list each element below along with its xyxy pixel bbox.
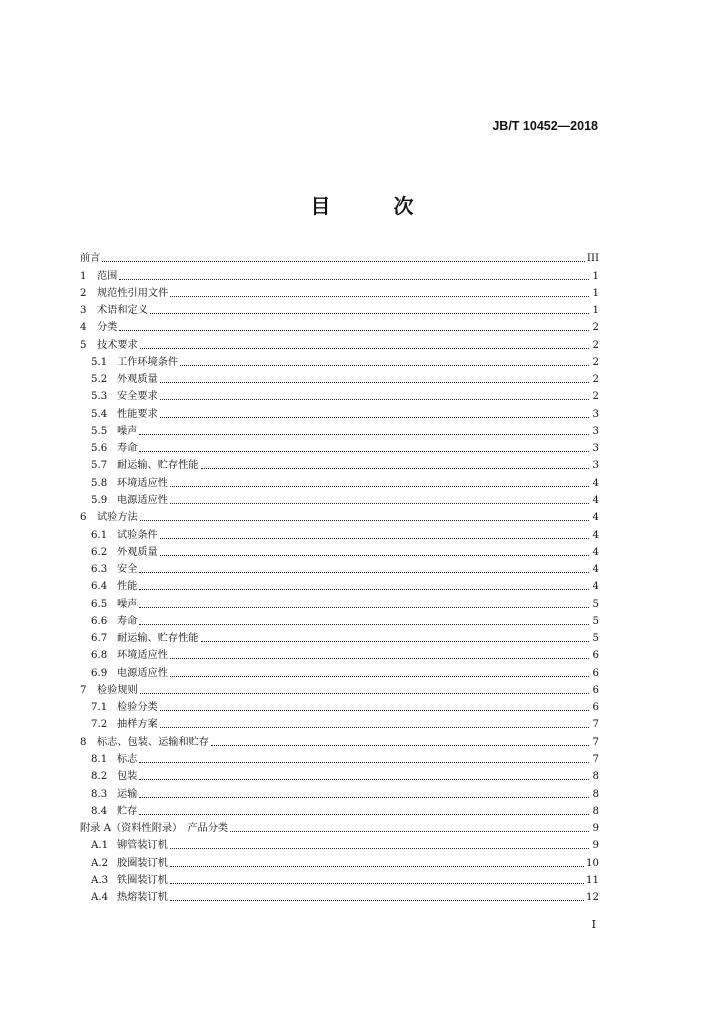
toc-entry-label: 抽样方案 [117,719,158,731]
toc-entry-label: 附录 A（资料性附录） 产品分类 [80,823,229,835]
toc-entry-number: 6.7 [91,633,108,645]
toc-leader-dots [180,364,589,366]
toc-entry[interactable] [80,317,599,334]
toc-leader-dots [139,571,589,573]
toc-entry[interactable] [80,714,599,731]
toc-entry[interactable] [80,490,599,507]
toc-entry-page: 4 [592,494,599,506]
toc-entry-number: 6.3 [91,564,108,576]
toc-entry[interactable] [80,749,599,766]
toc-entry-number: 6.8 [91,650,108,662]
toc-entry-page: 4 [592,581,599,593]
toc-leader-dots [160,554,589,556]
toc-leader-dots [139,623,589,625]
toc-entry-page: 4 [592,477,599,489]
toc-entry-page: 4 [592,564,599,576]
toc-leader-dots [150,312,589,314]
toc-leader-dots [170,295,589,297]
toc-entry-number: 2 [80,287,87,299]
toc-entry-page: 6 [592,667,599,679]
toc-leader-dots [139,761,589,763]
toc-entry-number: 6.5 [91,598,108,610]
toc-entry[interactable] [80,300,599,317]
toc-entry[interactable] [80,559,599,576]
toc-entry-number: 3 [80,305,87,317]
toc-leader-dots [140,519,589,521]
toc-entry-number: A.3 [91,874,109,886]
toc-entry-page: 5 [592,598,599,610]
toc-entry-number: 5.4 [91,408,108,420]
toc-entry-number: 8.4 [91,805,108,817]
toc-entry[interactable] [80,593,599,610]
toc-entry-page: 1 [592,270,599,282]
toc-entry[interactable] [80,542,599,559]
toc-entry-page: 2 [592,339,599,351]
toc-leader-dots [139,606,589,608]
toc-entry-number: 6.6 [91,615,108,627]
toc-entry-label: 贮存 [117,805,138,817]
toc-entry[interactable] [80,628,599,645]
toc-entry-page: 8 [592,805,599,817]
toc-leader-dots [170,899,584,901]
toc-entry-number: 4 [80,322,87,334]
toc-entry-label: 范围 [97,270,118,282]
toc-entry-label: 电源适应性 [117,667,168,679]
toc-entry-label: 环境适应性 [117,477,168,489]
toc-entry-number: 5.9 [91,494,108,506]
toc-entry-page: 7 [592,736,599,748]
toc-entry-page: 6 [592,702,599,714]
toc-entry[interactable] [80,507,599,524]
toc-entry-number: 1 [80,270,87,282]
toc-entry-label: 铆管装订机 [117,840,168,852]
toc-entry[interactable] [80,283,599,300]
toc-entry-label: 性能要求 [117,408,158,420]
toc-entry-label: 前言 [80,253,101,265]
toc-leader-dots [139,796,589,798]
toc-entry-number: 5.5 [91,425,108,437]
toc-entry-number: 5.3 [91,391,108,403]
toc-leader-dots [201,467,590,469]
toc-entry-page: 6 [592,684,599,696]
toc-entry[interactable] [80,438,599,455]
toc-entry-page: 2 [592,356,599,368]
toc-entry-number: 5.2 [91,374,108,386]
toc-entry[interactable] [80,645,599,662]
toc-entry-number: 6.1 [91,529,108,541]
toc-entry-label: 工作环境条件 [117,356,179,368]
toc-entry-label: 规范性引用文件 [97,287,169,299]
toc-leader-dots [119,278,589,280]
toc-entry[interactable] [80,248,599,265]
toc-entry-page: 4 [592,512,599,524]
toc-entry-number: 5.6 [91,443,108,455]
toc-entry[interactable] [80,852,599,869]
toc-leader-dots [160,726,589,728]
toc-entry[interactable] [80,731,599,748]
toc-entry-label: 分类 [97,322,118,334]
toc-entry[interactable] [80,524,599,541]
toc-leader-dots [139,450,589,452]
toc-entry-page: 12 [586,892,599,904]
toc-entry-number: 5 [80,339,87,351]
toc-entry-label: 耐运输、贮存性能 [117,633,199,645]
toc-entry-number: A.4 [91,892,109,904]
toc-entry[interactable] [80,697,599,714]
toc-entry-label: 噪声 [117,425,138,437]
toc-leader-dots [139,778,589,780]
toc-entry[interactable] [80,369,599,386]
toc-entry-number: 5.7 [91,460,108,472]
toc-entry-number: 5.1 [91,356,108,368]
toc-entry-page: 8 [592,771,599,783]
toc-entry-label: 噪声 [117,598,138,610]
toc-entry-label: 试验条件 [117,529,158,541]
toc-leader-dots [170,865,584,867]
toc-entry-number: 6.4 [91,581,108,593]
toc-leader-dots [160,381,589,383]
toc-entry[interactable] [80,576,599,593]
toc-entry-page: 7 [592,719,599,731]
toc-entry-label: 耐运输、贮存性能 [117,460,199,472]
toc-entry-label: 术语和定义 [97,305,148,317]
toc-entry[interactable] [80,403,599,420]
toc-entry-page: 9 [592,823,599,835]
toc-leader-dots [160,416,589,418]
toc-entry-label: 标志、包装、运输和贮存 [97,736,210,748]
toc-leader-dots [170,675,589,677]
toc-entry-page: 10 [586,857,599,869]
toc-leader-dots [140,347,589,349]
toc-entry-label: 环境适应性 [117,650,168,662]
toc-leader-dots [211,744,589,746]
toc-leader-dots [139,813,589,815]
toc-entry-page: 2 [592,391,599,403]
toc-entry-label: 寿命 [117,443,138,455]
toc-entry-number: 8.2 [91,771,108,783]
toc-entry-page: 3 [592,443,599,455]
toc-entry[interactable] [80,783,599,800]
toc-entry[interactable] [80,472,599,489]
toc-entry[interactable] [80,334,599,351]
toc-leader-dots [170,502,589,504]
toc-entry[interactable] [80,680,599,697]
toc-leader-dots [160,709,589,711]
toc-entry[interactable] [80,352,599,369]
toc-leader-dots [201,640,590,642]
toc-entry-label: 安全要求 [117,391,158,403]
toc-entry[interactable] [80,662,599,679]
toc-entry[interactable] [80,887,599,904]
toc-leader-dots [170,657,589,659]
toc-entry-label: 运输 [117,788,138,800]
toc-entry-number: 7.2 [91,719,108,731]
toc-leader-dots [139,588,589,590]
toc-entry-label: 铁圈装订机 [117,874,168,886]
toc-entry-label: 胶圈装订机 [117,857,168,869]
toc-entry-label: 电源适应性 [117,494,168,506]
toc-leader-dots [230,830,589,832]
toc-entry-number: 7.1 [91,702,108,714]
toc-entry-page: 11 [586,874,599,886]
toc-entry-page: III [586,253,599,265]
toc-entry-number: 8 [80,736,87,748]
toc-entry-label: 试验方法 [97,512,138,524]
toc-entry[interactable] [80,265,599,282]
toc-entry-page: 2 [592,374,599,386]
toc-leader-dots [102,260,585,262]
toc-entry-page: 7 [592,753,599,765]
toc-entry-number: 8.3 [91,788,108,800]
toc-entry-label: 寿命 [117,615,138,627]
toc-entry[interactable] [80,801,599,818]
toc-entry-label: 标志 [117,753,138,765]
toc-entry-page: 3 [592,408,599,420]
toc-entry-page: 1 [592,287,599,299]
toc-entry-page: 3 [592,460,599,472]
toc-entry-label: 外观质量 [117,546,158,558]
standard-code: JB/T 10452—2018 [492,119,598,133]
toc-entry[interactable] [80,835,599,852]
toc-leader-dots [170,485,589,487]
toc-entry-page: 6 [592,650,599,662]
toc-entry-page: 1 [592,305,599,317]
toc-entry-label: 安全 [117,564,138,576]
toc-leader-dots [160,398,589,400]
toc-leader-dots [160,537,589,539]
toc-entry-number: A.1 [91,840,109,852]
toc-entry-page: 5 [592,615,599,627]
toc-title: 目 次 [310,194,442,218]
toc-entry-number: 5.8 [91,477,108,489]
toc-entry-label: 性能 [117,581,138,593]
toc-leader-dots [170,847,589,849]
toc-entry[interactable] [80,818,599,835]
table-of-contents [80,248,599,904]
toc-entry-page: 5 [592,633,599,645]
toc-entry-label: 热熔装订机 [117,892,168,904]
toc-leader-dots [119,329,589,331]
toc-entry-page: 3 [592,425,599,437]
toc-entry-number: 6.2 [91,546,108,558]
toc-entry-label: 外观质量 [117,374,158,386]
page-number: I [591,918,596,931]
toc-entry-page: 8 [592,788,599,800]
toc-entry-number: 6.9 [91,667,108,679]
toc-entry-page: 2 [592,322,599,334]
toc-leader-dots [139,433,589,435]
toc-entry-number: 7 [80,684,87,696]
toc-entry-label: 包装 [117,771,138,783]
toc-entry[interactable] [80,421,599,438]
toc-entry[interactable] [80,766,599,783]
toc-leader-dots [170,882,584,884]
toc-entry-label: 技术要求 [97,339,138,351]
toc-entry-label: 检验分类 [117,702,158,714]
toc-entry[interactable] [80,870,599,887]
toc-entry[interactable] [80,611,599,628]
toc-entry-label: 检验规则 [97,684,138,696]
toc-entry-page: 4 [592,529,599,541]
toc-entry-page: 4 [592,546,599,558]
toc-entry-page: 9 [592,840,599,852]
toc-entry[interactable] [80,455,599,472]
toc-entry-number: 6 [80,512,87,524]
toc-leader-dots [140,692,589,694]
toc-entry-number: 8.1 [91,753,108,765]
toc-entry[interactable] [80,386,599,403]
toc-entry-number: A.2 [91,857,109,869]
